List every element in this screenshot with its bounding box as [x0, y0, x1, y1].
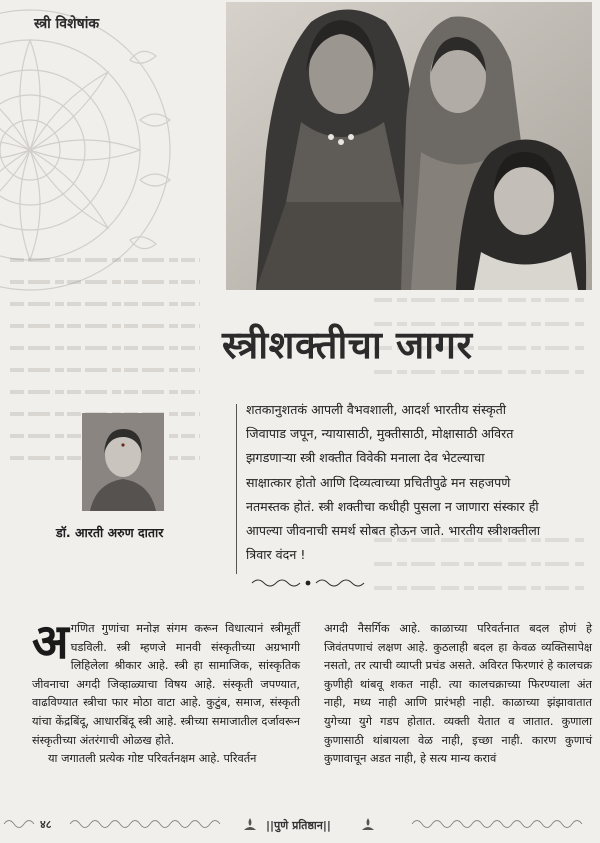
body-paragraph: गणित गुणांचा मनोज्ञ संगम करून विधात्यानं स्त्रीमूर्ती घडविली. स्त्री म्हणजे मानवी संस्कृतीच्या अग्रभागी लिहिलेला श्रीकार आहे. स्त्री हा सामाजिक, सांस्कृतिक जीवनाचा अगदी जिव्हाळ्याचा विषय आहे. संस्कृती जपण्यात, वाढविण्यात स्त्रीचा फार मोठा वाटा आहे. कुटुंब, समाज, संस्कृती यांचा केंद्रबिंदू, आधारबिंदू स्त्री आहे. स्त्रीच्या समाजातील दर्जावरून संस्कृतीच्या अंतरंगाची ओळख होते.	[32, 622, 300, 747]
intro-divider-line	[236, 404, 237, 574]
intro-line: त्रिवार वंदन !	[246, 547, 306, 563]
intro-line: झगडणाऱ्या स्त्री शक्तीत विवेकी मनाला देव भेटल्याचा	[246, 450, 485, 466]
article-title: स्त्रीशक्तीचा जागर	[222, 323, 473, 367]
intro-line: जिवापाड जपून, न्यायासाठी, मुक्तीसाठी, मोक्षासाठी अविरत	[246, 426, 514, 442]
article-body	[32, 614, 592, 802]
drop-cap: अ	[32, 614, 69, 670]
author-photo	[82, 413, 164, 511]
page-number: ४८	[40, 818, 52, 831]
intro-line: नतमस्तक होतं. स्त्री शक्तीचा कधीही पुसला न जाणारा संस्कार ही	[246, 498, 539, 514]
author-name: डॉ. आरती अरुण दातार	[56, 525, 164, 540]
body-paragraph: अगदी नैसर्गिक आहे. काळाच्या परिवर्तनात बदल होणं हे जिवंतपणाचं लक्षण आहे. कुठलाही बदल हा केवळ व्यक्तिसापेक्ष नसतो, तर त्याची व्याप्ती प्रचंड असते. अविरत फिरणारं हे कालचक्र कुणीही थांबवू शकत नाही. त्या कालचक्राच्या फिरण्याला अंत नाही, मध्य नाही आणि प्रारंभही नाही. काळाच्या झंझावातात युगेच्या युगे गडप होतात. व्यक्ती येतात व जातात. कुणाला कुणासाठी थांबायला वेळ नाही, इच्छा नाही. कारण कुणाचं कुणावाचून अडत नाही, हे सत्य मान्य करावं	[324, 622, 592, 766]
lamp-icon	[244, 818, 256, 830]
intro-line: शतकानुशतकं आपली वैभवशाली, आदर्श भारतीय संस्कृती	[246, 402, 507, 417]
body-column-2	[324, 620, 592, 802]
magazine-name: ||पुणे प्रतिष्ठान||	[266, 819, 331, 832]
intro-line: साक्षात्कार होतो आणि दिव्यत्वाच्या प्रचितीपुढे मन सहजपणे	[246, 474, 511, 490]
body-paragraph: या जगातली प्रत्येक गोष्ट परिवर्तनक्षम आहे. परिवर्तन	[48, 752, 257, 766]
ornamental-divider	[248, 574, 368, 592]
author-portrait	[82, 413, 164, 511]
section-tag: स्त्री विशेषांक	[34, 16, 100, 32]
article-intro	[246, 398, 590, 567]
intro-line: आपल्या जीवनाची समर्थ सोबत होऊन जाते. भारतीय स्त्रीशक्तीला	[246, 523, 541, 539]
lamp-icon	[362, 818, 374, 830]
body-column-1	[32, 614, 300, 802]
article-illustration	[226, 2, 592, 290]
three-women-painting	[226, 2, 592, 290]
